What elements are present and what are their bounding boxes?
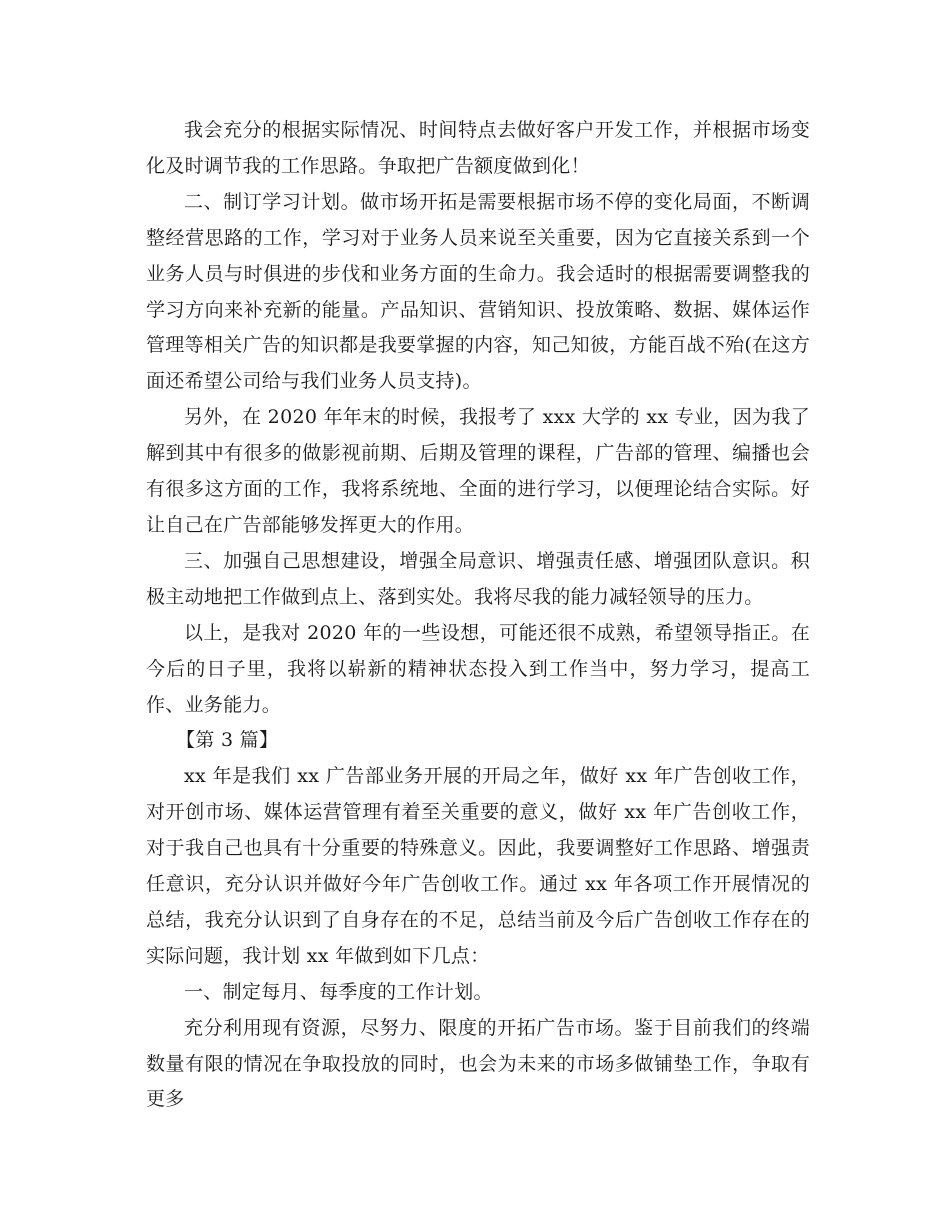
paragraph-conclusion: 以上，是我对 2020 年的一些设想，可能还很不成熟，希望领导指正。在今后的日子里，我将以崭新的精神状态投入到工作当中，努力学习，提高工作、业务能力。 xyxy=(146,621,810,716)
paragraph-ideological-building: 三、加强自己思想建设，增强全局意识、增强责任感、增强团队意识。积极主动地把工作做到点上、落到实处。我将尽我的能力减轻领导的压力。 xyxy=(146,549,810,608)
paragraph-market-expansion: 充分利用现有资源，尽努力、限度的开拓广告市场。鉴于目前我们的终端数量有限的情况在争取投放的同时，也会为未来的市场多做铺垫工作，争取有更多 xyxy=(146,1016,810,1111)
document-body xyxy=(146,113,810,1118)
paragraph-client-development: 我会充分的根据实际情况、时间特点去做好客户开发工作，并根据市场变化及时调节我的工作思路。争取把广告额度做到化！ xyxy=(146,119,810,177)
paragraph-monthly-plan: 一、制定每月、每季度的工作计划。 xyxy=(184,980,493,1003)
paragraph-university-enrollment: 另外，在 2020 年年末的时候，我报考了 xxx 大学的 xx 专业，因为我了解到其中有很多的做影视前期、后期及管理的课程，广告部的管理、编播也会有很多这方面的工作，我将系统地、全面的进行学习，以便理论结合实际。好让自己在广告部能够发挥更大的作用。 xyxy=(146,406,810,536)
paragraph-part-3-intro: xx 年是我们 xx 广告部业务开展的开局之年，做好 xx 年广告创收工作，对开创市场、媒体运营管理有着至关重要的意义，做好 xx 年广告创收工作，对于我自己也具有十分重要的特殊意义。因此，我要调整好工作思路、增强责任意识，充分认识并做好今年广告创收工作。通过 xx 年各项工作开展情况的总结，我充分认识到了自身存在的不足，总结当前及今后广告创收工作存在的实际问题，我计划 xx 年做到如下几点： xyxy=(146,765,810,967)
section-heading-part-3: 【第 3 篇】 xyxy=(176,729,279,752)
paragraph-study-plan: 二、制订学习计划。做市场开拓是需要根据市场不停的变化局面，不断调整经营思路的工作，学习对于业务人员来说至关重要，因为它直接关系到一个业务人员与时俱进的步伐和业务方面的生命力。我会适时的根据需要调整我的学习方向来补充新的能量。产品知识、营销知识、投放策略、数据、媒体运作管理等相关广告的知识都是我要掌握的内容，知己知彼，方能百战不殆(在这方面还希望公司给与我们业务人员支持)。 xyxy=(146,190,810,393)
